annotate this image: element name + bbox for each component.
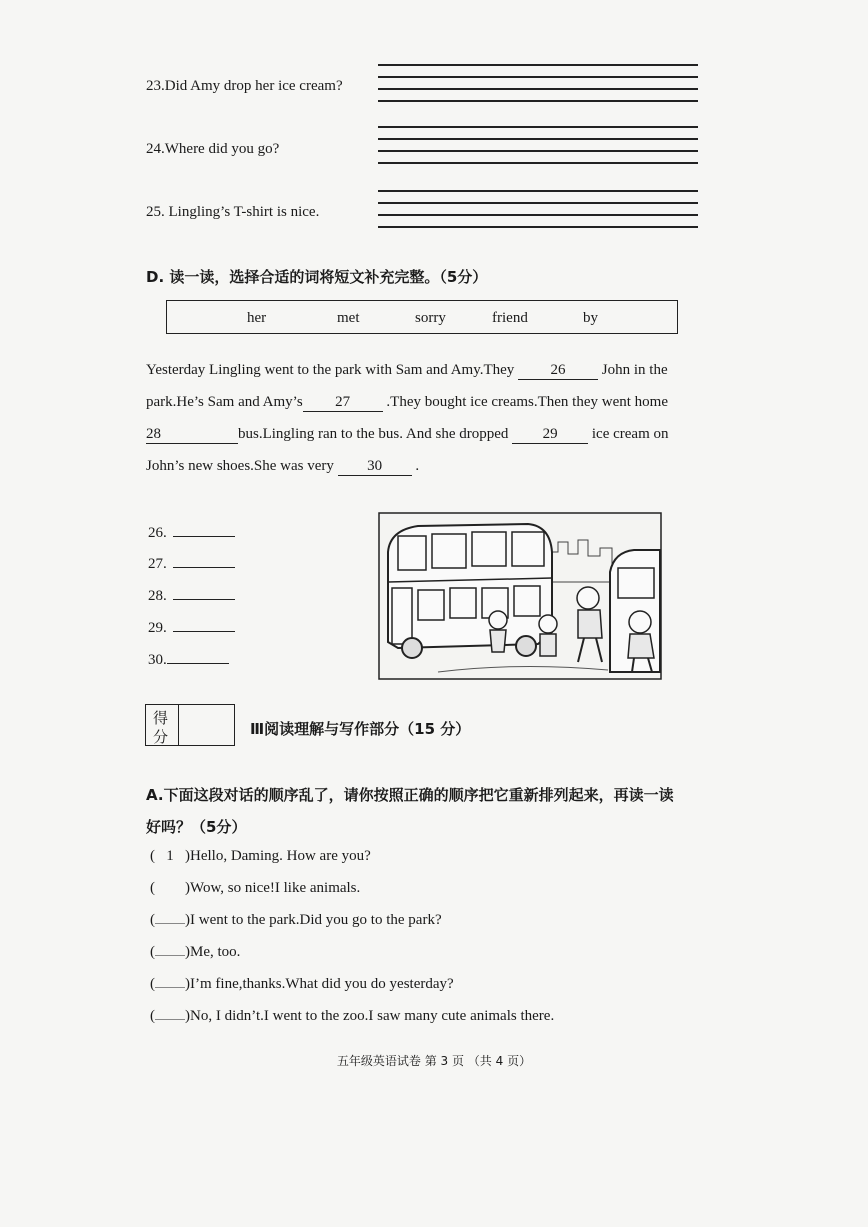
score-label-cell xyxy=(146,705,179,745)
order-number-1[interactable]: 1 xyxy=(166,848,174,864)
dialogue-item-1[interactable]: ( 1 )Hello, Daming. How are you? xyxy=(150,848,371,864)
score-label-bottom: 分 xyxy=(153,728,169,746)
passage-line-4: John’s new shoes.She was very 30 . xyxy=(146,458,420,474)
order-number-3[interactable] xyxy=(155,923,185,924)
blank-29[interactable]: 29 xyxy=(512,426,588,444)
order-number-4[interactable] xyxy=(155,955,185,956)
passage-line-3: 28 bus.Lingling ran to the bus. And she dropped 29 ice cream on xyxy=(146,426,669,442)
word-friend: friend xyxy=(492,310,528,326)
word-bank xyxy=(166,300,678,334)
passage-line-1: Yesterday Lingling went to the park with Sam and Amy.They 26 John in the xyxy=(146,362,668,378)
dialogue-item-3[interactable]: ( )I went to the park.Did you go to the park? xyxy=(150,912,442,928)
answer-27[interactable]: 27. xyxy=(148,553,235,573)
passage-line-2: park.He’s Sam and Amy’s 27 .They bought ice creams.Then they went home xyxy=(146,394,668,410)
order-number-5[interactable] xyxy=(155,987,185,988)
dialogue-item-5[interactable]: ( )I’m fine,thanks.What did you do yesterday? xyxy=(150,976,454,992)
section-a-title-line-1: A.下面这段对话的顺序乱了，请你按照正确的顺序把它重新排列起来，再读一读 xyxy=(146,786,674,804)
dialogue-item-6[interactable]: ( )No, I didn’t.I went to the zoo.I saw many cute animals there. xyxy=(150,1008,555,1024)
word-by: by xyxy=(583,310,598,326)
word-sorry: sorry xyxy=(415,310,446,326)
order-number-6[interactable] xyxy=(155,1019,185,1020)
answer-29[interactable]: 29. xyxy=(148,617,235,637)
section-d-title: D. 读一读，选择合适的词将短文补充完整。（5分） xyxy=(146,268,488,286)
score-input-cell[interactable] xyxy=(178,705,234,745)
page-footer: 五年级英语试卷 第 3 页 （共 4 页） xyxy=(336,1054,532,1068)
dialogue-item-4[interactable]: ( )Me, too. xyxy=(150,944,241,960)
question-23: 23.Did Amy drop her ice cream? xyxy=(146,78,343,94)
answer-28[interactable]: 28. xyxy=(148,585,235,605)
score-label-top: 得 xyxy=(153,709,169,727)
blank-27[interactable]: 27 xyxy=(303,394,383,412)
dialogue-item-2[interactable]: ( )Wow, so nice!I like animals. xyxy=(150,880,361,896)
bus-illustration xyxy=(378,512,662,680)
part-3-title: Ⅲ阅读理解与写作部分（15 分） xyxy=(250,720,471,738)
section-a-title-line-2: 好吗？（5分） xyxy=(146,818,247,836)
word-met: met xyxy=(337,310,360,326)
blank-30[interactable]: 30 xyxy=(338,458,412,476)
blank-28[interactable]: 28 xyxy=(146,426,238,444)
word-her: her xyxy=(247,310,267,326)
question-25: 25. Lingling’s T-shirt is nice. xyxy=(146,204,320,220)
answer-26[interactable]: 26. xyxy=(148,522,235,542)
score-box xyxy=(145,704,235,746)
blank-26[interactable]: 26 xyxy=(518,362,598,380)
question-24: 24.Where did you go? xyxy=(146,141,280,157)
answer-30[interactable]: 30. xyxy=(148,649,229,669)
